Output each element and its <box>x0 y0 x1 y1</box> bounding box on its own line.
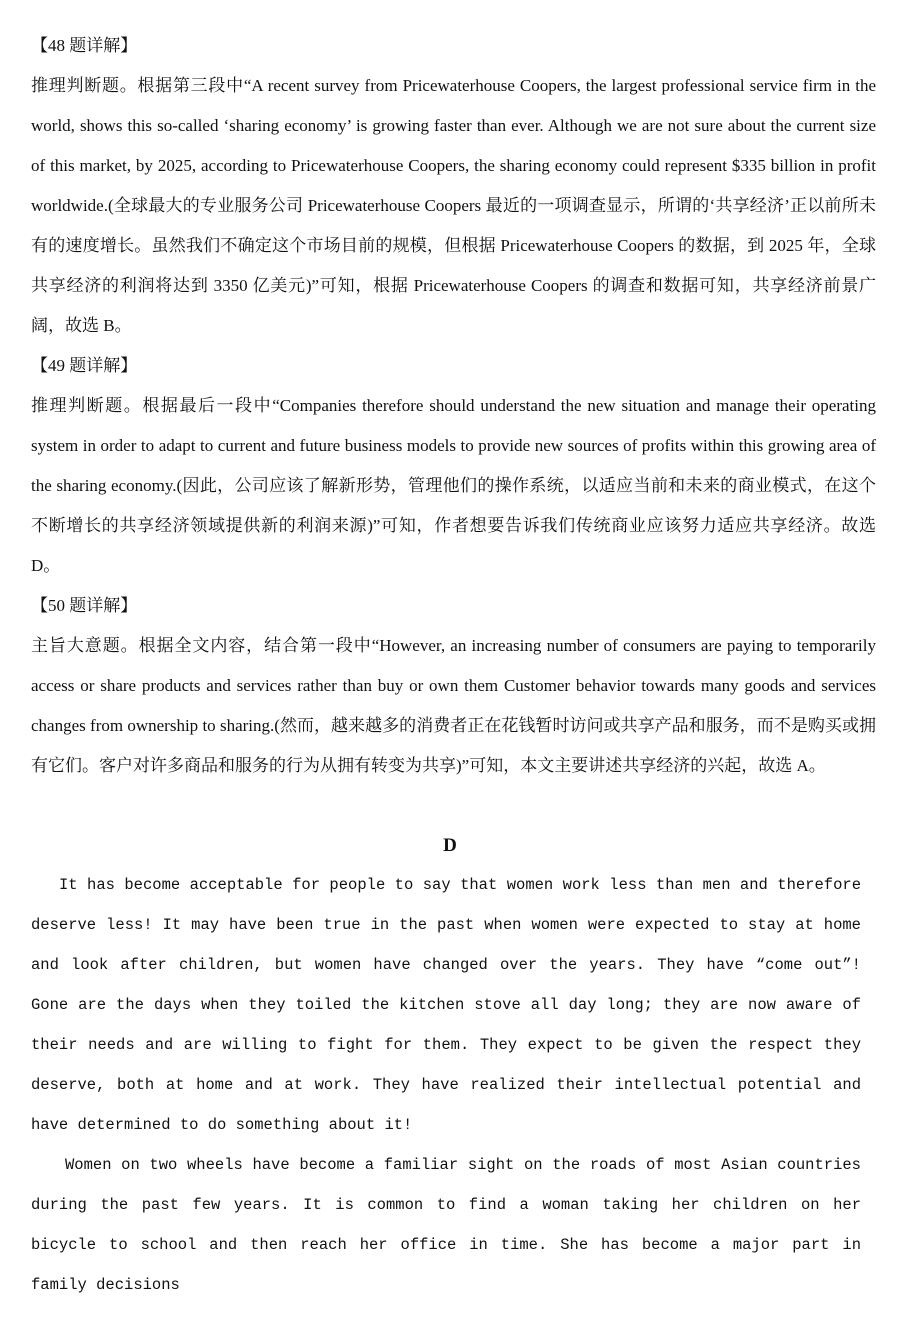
q48-explanation: 推理判断题。根据第三段中“A recent survey from Pricewaterhouse Coopers, the largest professional service firm in the world, shows this so-called ‘sharing economy’ is growing faster than ever. Although we are not sure about the current size of this market, by 2025, according to Pricewaterhouse Coopers, the sharing economy could represent $335 billion in profit worldwide.(全球最大的专业服务公司 Pricewaterhouse Coopers 最近的一项调查显示，所谓的‘共享经济’正以前所未有的速度增长。虽然我们不确定这个市场目前的规模，但根据 Pricewaterhouse Coopers 的数据，到 2025 年，全球共享经济的利润将达到 3350 亿美元)”可知，根据 Pricewaterhouse Coopers 的调查和数据可知，共享经济前景广阔，故选 B。 <box>31 76 876 335</box>
q50-explanation: 主旨大意题。根据全文内容，结合第一段中“However, an increasing number of consumers are paying to temporarily access or share products and services rather than buy or own them Customer behavior towards many goods and services changes from ownership to sharing.(然而，越来越多的消费者正在花钱暂时访问或共享产品和服务，而不是购买或拥有它们。客户对许多商品和服务的行为从拥有转变为共享)”可知，本文主要讲述共享经济的兴起，故选 A。 <box>31 636 876 775</box>
passage-paragraph-1: It has become acceptable for people to say that women work less than men and therefore deserve less! It may have been true in the past when women were expected to stay at home and look after children, but women have changed over the years. They have “come out”! Gone are the days when they toiled the kitchen stove all day long; they are now aware of their needs and are willing to fight for them. They expect to be given the respect they deserve, both at home and at work. They have realized their intellectual potential and have determined to do something about it! <box>31 876 861 1134</box>
passage-paragraph-2: Women on two wheels have become a familiar sight on the roads of most Asian countries during the past few years. It is common to find a woman taking her children on her bicycle to school and then reach her office in time. She has become a major part in family decisions <box>31 1156 861 1294</box>
q50-heading: 【50 题详解】 <box>31 596 138 615</box>
q49-heading: 【49 题详解】 <box>31 356 138 375</box>
section-title: D <box>443 835 457 856</box>
q49-explanation: 推理判断题。根据最后一段中“Companies therefore should understand the new situation and manage their operating system in order to adapt to current and future business models to provide new sources of profits within this growing area of the sharing economy.(因此，公司应该了解新形势，管理他们的操作系统，以适应当前和未来的商业模式，在这个不断增长的共享经济领域提供新的利润来源)”可知，作者想要告诉我们传统商业应该努力适应共享经济。故选 D。 <box>31 396 876 575</box>
q48-heading: 【48 题详解】 <box>31 36 138 55</box>
